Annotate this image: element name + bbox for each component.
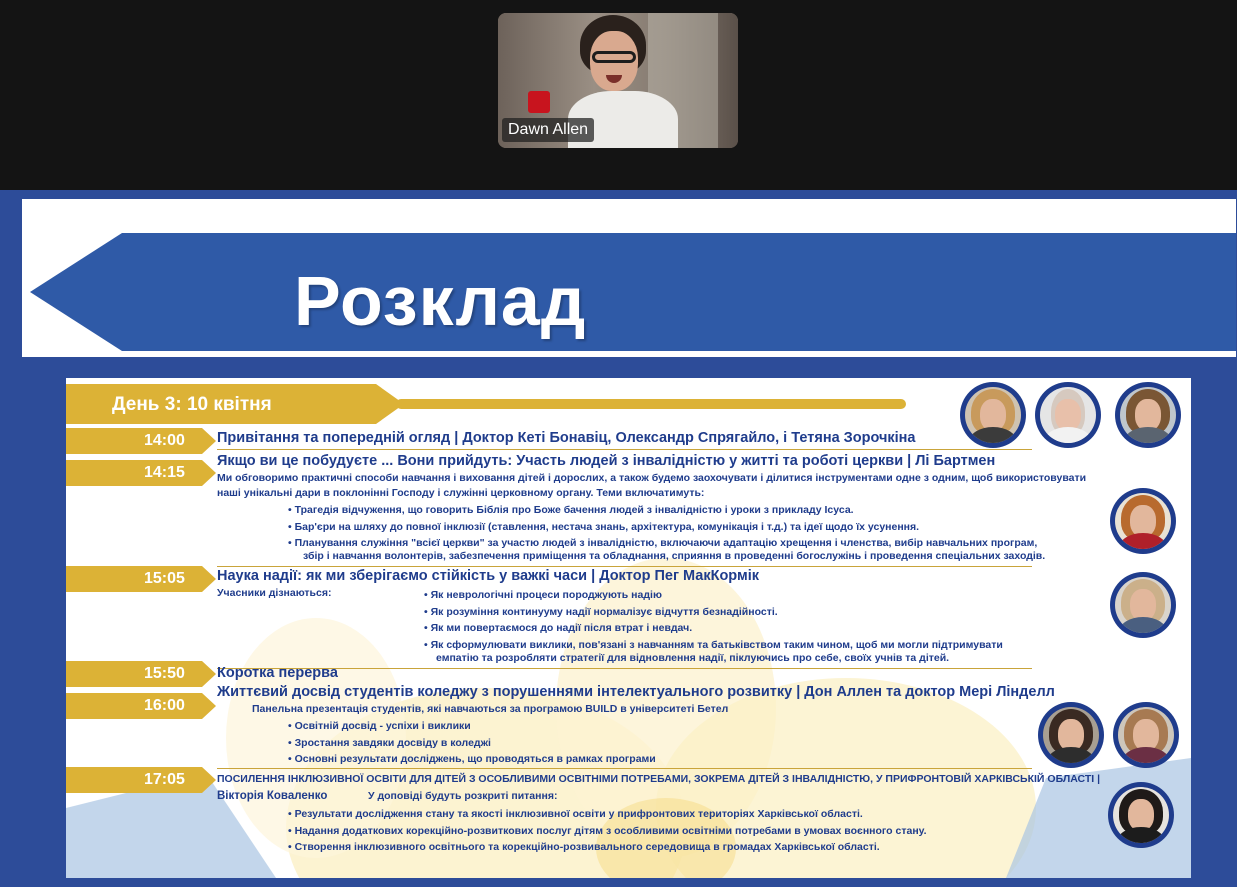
speaker-avatar [1038,702,1104,768]
session-bullets [288,502,1037,552]
session-title: Привітання та попередній огляд | Доктор Кеті Бонавіц, Олександр Спрягайло, і Тетяна Зорочкіна [217,430,916,446]
speaker-avatar [1108,782,1174,848]
time-tag [66,428,216,454]
title-banner [22,199,1236,357]
title-arrow-shape [22,199,1236,357]
bullet-item: • Планування служіння "всієї церкви" за участю людей з інвалідністю, включаючи адаптацію хрещення і членства, вибір навчальних програм, [288,535,1037,552]
shared-slide [0,190,1237,887]
time-label: 15:05 [144,570,185,587]
session-bullets [288,718,656,768]
divider [217,449,1032,450]
time-label: 14:00 [144,432,185,449]
bullet-item: • Як сформулювати виклики, пов'язані з навчанням та батьківством таким чином, щоб ми могли підтримувати [424,637,1003,654]
divider [217,768,1032,769]
session-lead: Учасники дізнаються: [217,587,332,599]
session-description: Ми обговоримо практичні способи навчання і виховання дітей і дорослих, а також будемо заохочувати і ділитися інструментами одне з одним, щоб використовувати [217,472,1087,484]
speaker-avatar [1115,382,1181,448]
session-title: Коротка перерва [217,665,338,681]
session-title: Якщо ви це побудуєте ... Вони прийдуть: Участь людей з інвалідністю у житті та роботі церкви | Лі Бартмен [217,453,996,469]
video-red-object [528,91,550,113]
bullet-item: • Бар'єри на шляху до повної інклюзії (ставлення, нестача знань, архітектура, комунікація і т.д.) та ідеї щодо їх усунення. [288,519,1037,536]
time-tag [66,661,216,687]
time-tag [66,460,216,486]
time-label: 17:05 [144,771,185,788]
speaker-avatar [1110,488,1176,554]
time-tag [66,566,216,592]
bullet-item: • Зростання завдяки досвіду в коледжі [288,735,656,752]
session-speaker: Вікторія Коваленко [217,790,328,802]
session-title: ПОСИЛЕННЯ ІНКЛЮЗИВНОЇ ОСВІТИ ДЛЯ ДІТЕЙ З ОСОБЛИВИМИ ОСВІТНІМИ ПОТРЕБАМИ, ЗОКРЕМА ДІТЕЙ З ІНВАЛІДНІСТЮ, У ПРИФРОНТОВІЙ ХАРКІВСЬКІЙ ОБЛАСТІ | [217,773,1101,785]
session-title: Життєвий досвід студентів коледжу з порушеннями інтелектуального розвитку | Дон Аллен та доктор Мері Лінделл [217,684,1055,700]
bullet-item: • Основні результати досліджень, що проводяться в рамках програми [288,751,656,768]
session-lead: У доповіді будуть розкриті питання: [368,790,558,802]
session-bullets [288,806,927,856]
speaker-avatar [1035,382,1101,448]
time-label: 15:50 [144,665,185,682]
bullet-item: • Створення інклюзивного освітнього та корекційно-розвивального середовища в громадах Харківської області. [288,839,927,856]
bullet-continuation: збір і навчання волонтерів, забезпечення приміщення та обладнання, сприяння в проведенні богослужінь і проведення спеціальних заходів. [303,550,1046,562]
session-lead: Панельна презентація студентів, які навчаються за програмою BUILD в університеті Бетел [252,703,729,715]
time-tag [66,767,216,793]
session-bullets [424,587,1003,653]
day-label: День 3: 10 квітня [112,394,272,415]
bullet-continuation: емпатію та розробляти стратегії для відновлення надії, піклуючись про себе, своїх учнів та дітей. [436,652,950,664]
bullet-item: • Надання додаткових корекційно-розвиткових послуг дітям з особливими освітніми потребами в умовах воєнного стану. [288,823,927,840]
speaker-avatar [1110,572,1176,638]
speaker-avatar [960,382,1026,448]
bullet-item: • Як ми повертаємося до надії після втрат і невдач. [424,620,1003,637]
divider [217,566,1032,567]
divider [217,668,1032,669]
bullet-item: • Результати дослідження стану та якості інклюзивної освіти у прифронтових територіях Харківської області. [288,806,927,823]
time-tag [66,693,216,719]
video-person-glasses [592,51,636,63]
bullet-item: • Освітній досвід - успіхи і виклики [288,718,656,735]
time-label: 14:15 [144,464,185,481]
speaker-avatar [1113,702,1179,768]
time-label: 16:00 [144,697,185,714]
bullet-item: • Трагедія відчуження, що говорить Біблія про Боже бачення людей з інвалідністю і уроки з прикладу Ісуса. [288,502,1037,519]
bullet-item: • Як розуміння континууму надії нормалізує відчуття безнадійності. [424,604,1003,621]
bullet-item: • Як неврологічні процеси породжують надію [424,587,1003,604]
participant-name-label: Dawn Allen [502,118,594,142]
session-title: Наука надії: як ми зберігаємо стійкість у важкі часи | Доктор Пег МакКормік [217,568,759,584]
session-description: наші унікальні дари в поклонінні Господу і служінні церковному органу. Теми включатимуть: [217,487,705,499]
slide-title: Розклад [294,262,587,340]
